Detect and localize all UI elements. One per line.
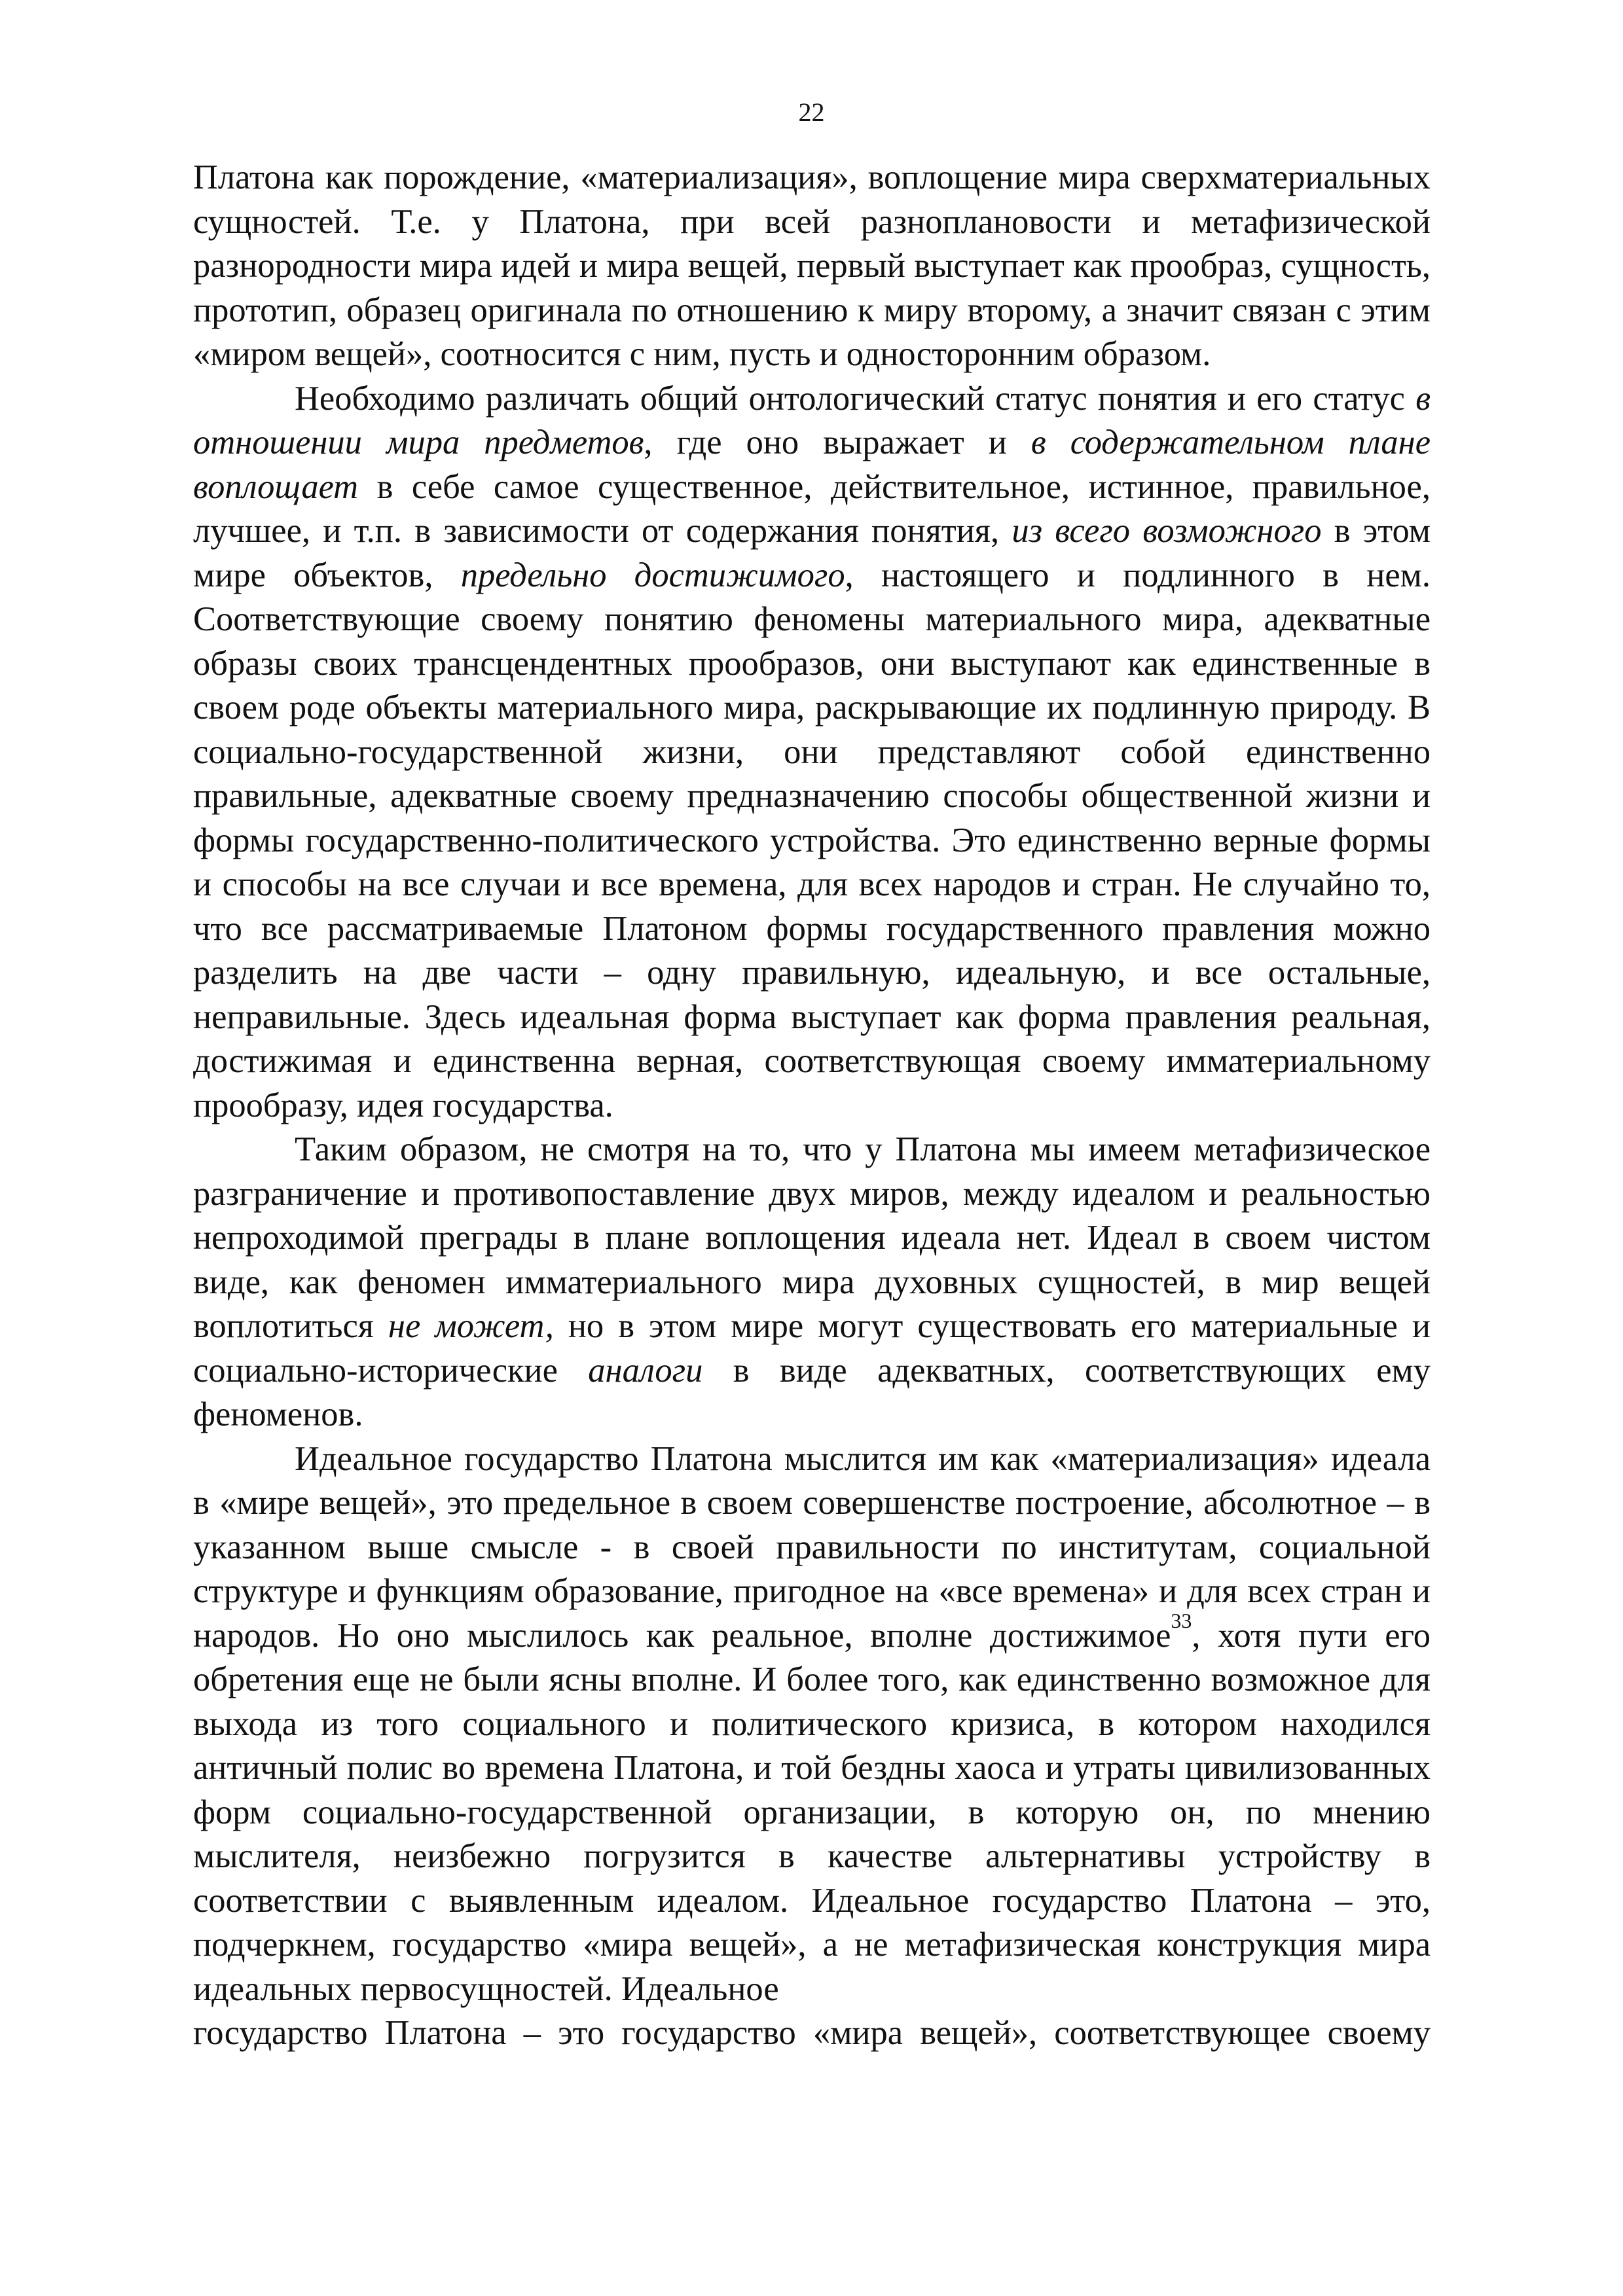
italic-emphasis: в содержательном плане воплощает [193, 423, 1431, 506]
text-run: в себе самое существенное, действительное, истинное, правильное, лучшее, и т.п. в зависимости от содержания понятия, [193, 467, 1431, 550]
text-run: Необходимо различать общий онтологический статус понятия и его статус [295, 379, 1416, 418]
continued-line: государство Платона – это государство «мира вещей», соответствующее своему [193, 2014, 1431, 2052]
text-run: в этом мире объектов, [193, 512, 1431, 594]
text-run: Идеальное государство Платона мыслится им как «материализация» идеала в «мире вещей», это предельное в своем совершенстве построение, абсолютное – в указанном выше смысле - в своей правильности по институтам, социальной структуре и функциям образование, пригодное на «все времена» и для всех стран и народов. Но оно мыслилось как реальное, вполне достижимое [193, 1439, 1431, 1655]
footnote-reference[interactable]: 33 [1171, 1608, 1192, 1632]
italic-emphasis: предельно достижимого [460, 556, 845, 594]
body-text [193, 156, 1431, 2056]
paragraph-4 [193, 1437, 1431, 2012]
italic-emphasis: аналоги [588, 1351, 703, 1390]
text-run: , настоящего и подлинного в нем. Соответствующие своему понятию феномены материального мира, адекватные образы своих трансцендентных прообразов, они выступают как единственные в своем роде объекты материального мира, раскрывающие их подлинную природу. В социально-государственной жизни, они представляют собой единственно правильные, адекватные своему предназначению способы общественной жизни и формы государственно-политического устройства. Это единственно верные формы и способы на все случаи и все времена, для всех народов и стран. Не случайно то, что все рассматриваемые Платоном формы государственного правления можно разделить на две части – одну правильную, идеальную, и все остальные, неправильные. Здесь идеальная форма выступает как форма правления реальная, достижимая и единственна верная, соответствующая своему имматериальному прообразу, идея государства. [193, 556, 1431, 1124]
paragraph-2 [193, 377, 1431, 1128]
italic-emphasis: в отношении мира предметов [193, 379, 1431, 461]
paragraph-3 [193, 1128, 1431, 1437]
italic-emphasis: не может, [388, 1307, 554, 1345]
text-run: Платона как порождение, «материализация», воплощение мира сверхматериальных сущностей. Т.е. у Платона, при всей разноплановости и метафизической разнородности мира идей и мира вещей, первый выступает как прообраз, сущность, прототип, образец оригинала по отношению к миру второму, а значит связан с этим «миром вещей», соотносится с ним, пусть и односторонним образом. [193, 158, 1431, 373]
text-run: Таким образом, не смотря на то, что у Платона мы имеем метафизическое разграничение и противопоставление двух миров, между идеалом и реальностью непроходимой преграды в плане воплощения идеала нет. Идеал в своем чистом виде, как феномен имматериального мира духовных сущностей, в мир вещей воплотиться [193, 1130, 1431, 1345]
paragraph-1 [193, 156, 1431, 377]
text-run: но в этом мире могут существовать его материальные и социально-исторические [193, 1307, 1431, 1390]
text-run: , хотя пути его обретения еще не были ясны вполне. И более того, как единственно возможное для выхода из того социального и политического кризиса, в котором находился античный полис во времена Платона, и той бездны хаоса и утраты цивилизованных форм социально-государственной организации, в которую он, по мнению мыслителя, неизбежно погрузится в качестве альтернативы устройству в соответствии с выявленным идеалом. Идеальное государство Платона – это, подчеркнем, государство «мира вещей», а не метафизическая конструкция мира идеальных первосущностей. Идеальное [193, 1616, 1431, 2008]
text-run: в виде адекватных, соответствующих ему феноменов. [193, 1351, 1431, 1433]
italic-emphasis: из всего возможного [1012, 512, 1322, 550]
page-number: 22 [798, 98, 825, 127]
text-run: , где оно выражает и [644, 423, 1031, 461]
